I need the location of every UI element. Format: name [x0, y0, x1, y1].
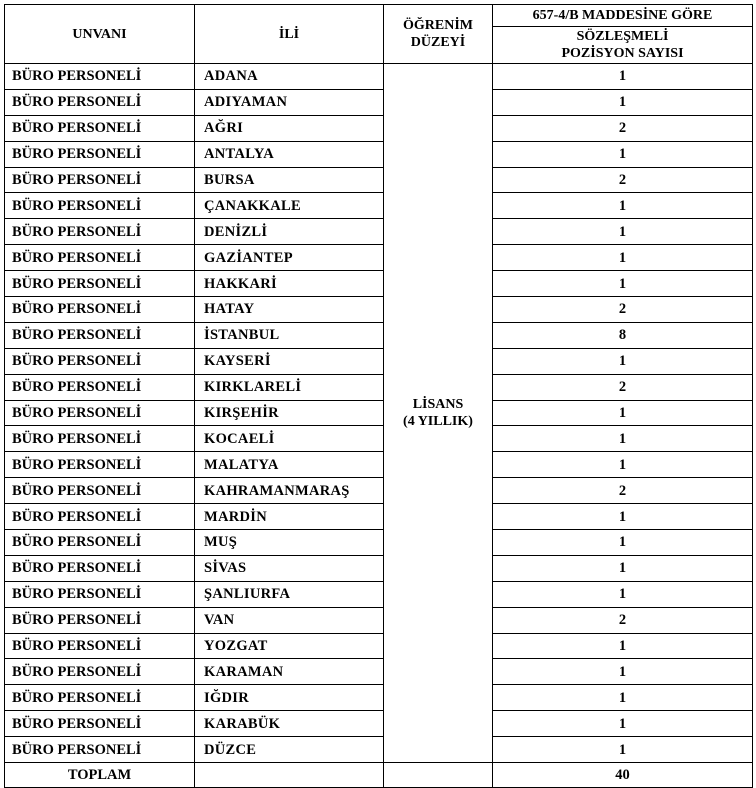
cell-sayi: 1 [493, 245, 753, 271]
table-row [5, 89, 753, 115]
cell-sayi: 1 [493, 504, 753, 530]
cell-sayi: 1 [493, 581, 753, 607]
cell-il: ANTALYA [195, 141, 384, 167]
cell-il: KIRŞEHİR [195, 400, 384, 426]
table-row [5, 64, 753, 90]
cell-sayi: 1 [493, 452, 753, 478]
cell-sayi: 1 [493, 737, 753, 763]
cell-unvan: BÜRO PERSONELİ [5, 245, 195, 271]
cell-il: YOZGAT [195, 633, 384, 659]
table-row [5, 322, 753, 348]
cell-il: ŞANLIURFA [195, 581, 384, 607]
cell-sayi: 1 [493, 426, 753, 452]
table-row [5, 711, 753, 737]
total-label: TOPLAM [5, 763, 195, 788]
cell-sayi: 1 [493, 685, 753, 711]
cell-unvan: BÜRO PERSONELİ [5, 167, 195, 193]
total-ogrenim-empty [384, 763, 493, 788]
total-il-empty [195, 763, 384, 788]
header-sayi [493, 27, 753, 64]
table-row [5, 426, 753, 452]
cell-il: KARAMAN [195, 659, 384, 685]
table-row [5, 219, 753, 245]
cell-sayi: 1 [493, 530, 753, 556]
cell-unvan: BÜRO PERSONELİ [5, 219, 195, 245]
header-sayi-line1: SÖZLEŞMELİ [576, 29, 669, 44]
cell-il: SİVAS [195, 555, 384, 581]
table-row [5, 374, 753, 400]
table-row [5, 737, 753, 763]
cell-unvan: BÜRO PERSONELİ [5, 322, 195, 348]
table-row [5, 659, 753, 685]
cell-unvan: BÜRO PERSONELİ [5, 633, 195, 659]
cell-il: KIRKLARELİ [195, 374, 384, 400]
cell-unvan: BÜRO PERSONELİ [5, 530, 195, 556]
table-row [5, 607, 753, 633]
cell-il: GAZİANTEP [195, 245, 384, 271]
header-il: İLİ [195, 5, 384, 64]
table-row [5, 478, 753, 504]
cell-unvan: BÜRO PERSONELİ [5, 659, 195, 685]
cell-sayi: 1 [493, 555, 753, 581]
cell-sayi: 1 [493, 193, 753, 219]
cell-unvan: BÜRO PERSONELİ [5, 115, 195, 141]
table-row [5, 271, 753, 297]
cell-unvan: BÜRO PERSONELİ [5, 581, 195, 607]
cell-sayi: 2 [493, 374, 753, 400]
cell-sayi: 2 [493, 167, 753, 193]
cell-il: AĞRI [195, 115, 384, 141]
cell-unvan: BÜRO PERSONELİ [5, 685, 195, 711]
cell-ogrenim [384, 64, 493, 763]
cell-il: İSTANBUL [195, 322, 384, 348]
cell-sayi: 2 [493, 478, 753, 504]
cell-il: ADANA [195, 64, 384, 90]
table-row [5, 167, 753, 193]
cell-il: HATAY [195, 297, 384, 323]
cell-unvan: BÜRO PERSONELİ [5, 297, 195, 323]
table-row [5, 297, 753, 323]
cell-il: KARABÜK [195, 711, 384, 737]
cell-unvan: BÜRO PERSONELİ [5, 193, 195, 219]
cell-sayi: 1 [493, 271, 753, 297]
cell-unvan: BÜRO PERSONELİ [5, 426, 195, 452]
cell-unvan: BÜRO PERSONELİ [5, 504, 195, 530]
cell-unvan: BÜRO PERSONELİ [5, 607, 195, 633]
cell-il: MALATYA [195, 452, 384, 478]
cell-il: HAKKARİ [195, 271, 384, 297]
table-row [5, 530, 753, 556]
cell-il: DÜZCE [195, 737, 384, 763]
table-row [5, 504, 753, 530]
total-value: 40 [493, 763, 753, 788]
position-table [4, 4, 753, 788]
cell-sayi: 2 [493, 115, 753, 141]
table-body [5, 64, 753, 788]
cell-il: ÇANAKKALE [195, 193, 384, 219]
cell-il: DENİZLİ [195, 219, 384, 245]
total-row [5, 763, 753, 788]
table-row [5, 141, 753, 167]
cell-il: KOCAELİ [195, 426, 384, 452]
cell-il: ADIYAMAN [195, 89, 384, 115]
table-row [5, 581, 753, 607]
header-ogrenim-line1: ÖĞRENİM [403, 18, 473, 33]
cell-unvan: BÜRO PERSONELİ [5, 348, 195, 374]
cell-unvan: BÜRO PERSONELİ [5, 737, 195, 763]
table-row [5, 555, 753, 581]
cell-sayi: 2 [493, 607, 753, 633]
table-row [5, 193, 753, 219]
cell-il: IĞDIR [195, 685, 384, 711]
table-row [5, 400, 753, 426]
cell-unvan: BÜRO PERSONELİ [5, 89, 195, 115]
cell-sayi: 1 [493, 400, 753, 426]
cell-sayi: 1 [493, 89, 753, 115]
ogrenim-line2: (4 YILLIK) [403, 414, 473, 430]
cell-unvan: BÜRO PERSONELİ [5, 271, 195, 297]
cell-il: MUŞ [195, 530, 384, 556]
ogrenim-line1: LİSANS [412, 397, 464, 413]
table-row [5, 633, 753, 659]
cell-sayi: 1 [493, 633, 753, 659]
cell-sayi: 1 [493, 711, 753, 737]
table-row [5, 685, 753, 711]
cell-il: BURSA [195, 167, 384, 193]
cell-sayi: 1 [493, 141, 753, 167]
header-unvan: UNVANI [5, 5, 195, 64]
cell-unvan: BÜRO PERSONELİ [5, 141, 195, 167]
cell-unvan: BÜRO PERSONELİ [5, 64, 195, 90]
cell-unvan: BÜRO PERSONELİ [5, 374, 195, 400]
header-ogrenim-line2: DÜZEYİ [410, 35, 466, 50]
cell-unvan: BÜRO PERSONELİ [5, 711, 195, 737]
cell-il: KAYSERİ [195, 348, 384, 374]
cell-unvan: BÜRO PERSONELİ [5, 452, 195, 478]
table-row [5, 348, 753, 374]
cell-sayi: 1 [493, 348, 753, 374]
cell-unvan: BÜRO PERSONELİ [5, 555, 195, 581]
header-sayi-line2: POZİSYON SAYISI [561, 46, 684, 61]
table-row [5, 452, 753, 478]
cell-unvan: BÜRO PERSONELİ [5, 478, 195, 504]
header-ogrenim [384, 5, 493, 64]
table-row [5, 115, 753, 141]
table-row [5, 245, 753, 271]
cell-sayi: 1 [493, 219, 753, 245]
cell-sayi: 8 [493, 322, 753, 348]
cell-sayi: 2 [493, 297, 753, 323]
cell-sayi: 1 [493, 659, 753, 685]
cell-il: MARDİN [195, 504, 384, 530]
cell-unvan: BÜRO PERSONELİ [5, 400, 195, 426]
cell-il: KAHRAMANMARAŞ [195, 478, 384, 504]
header-madde: 657-4/B MADDESİNE GÖRE [493, 5, 753, 27]
cell-il: VAN [195, 607, 384, 633]
cell-sayi: 1 [493, 64, 753, 90]
